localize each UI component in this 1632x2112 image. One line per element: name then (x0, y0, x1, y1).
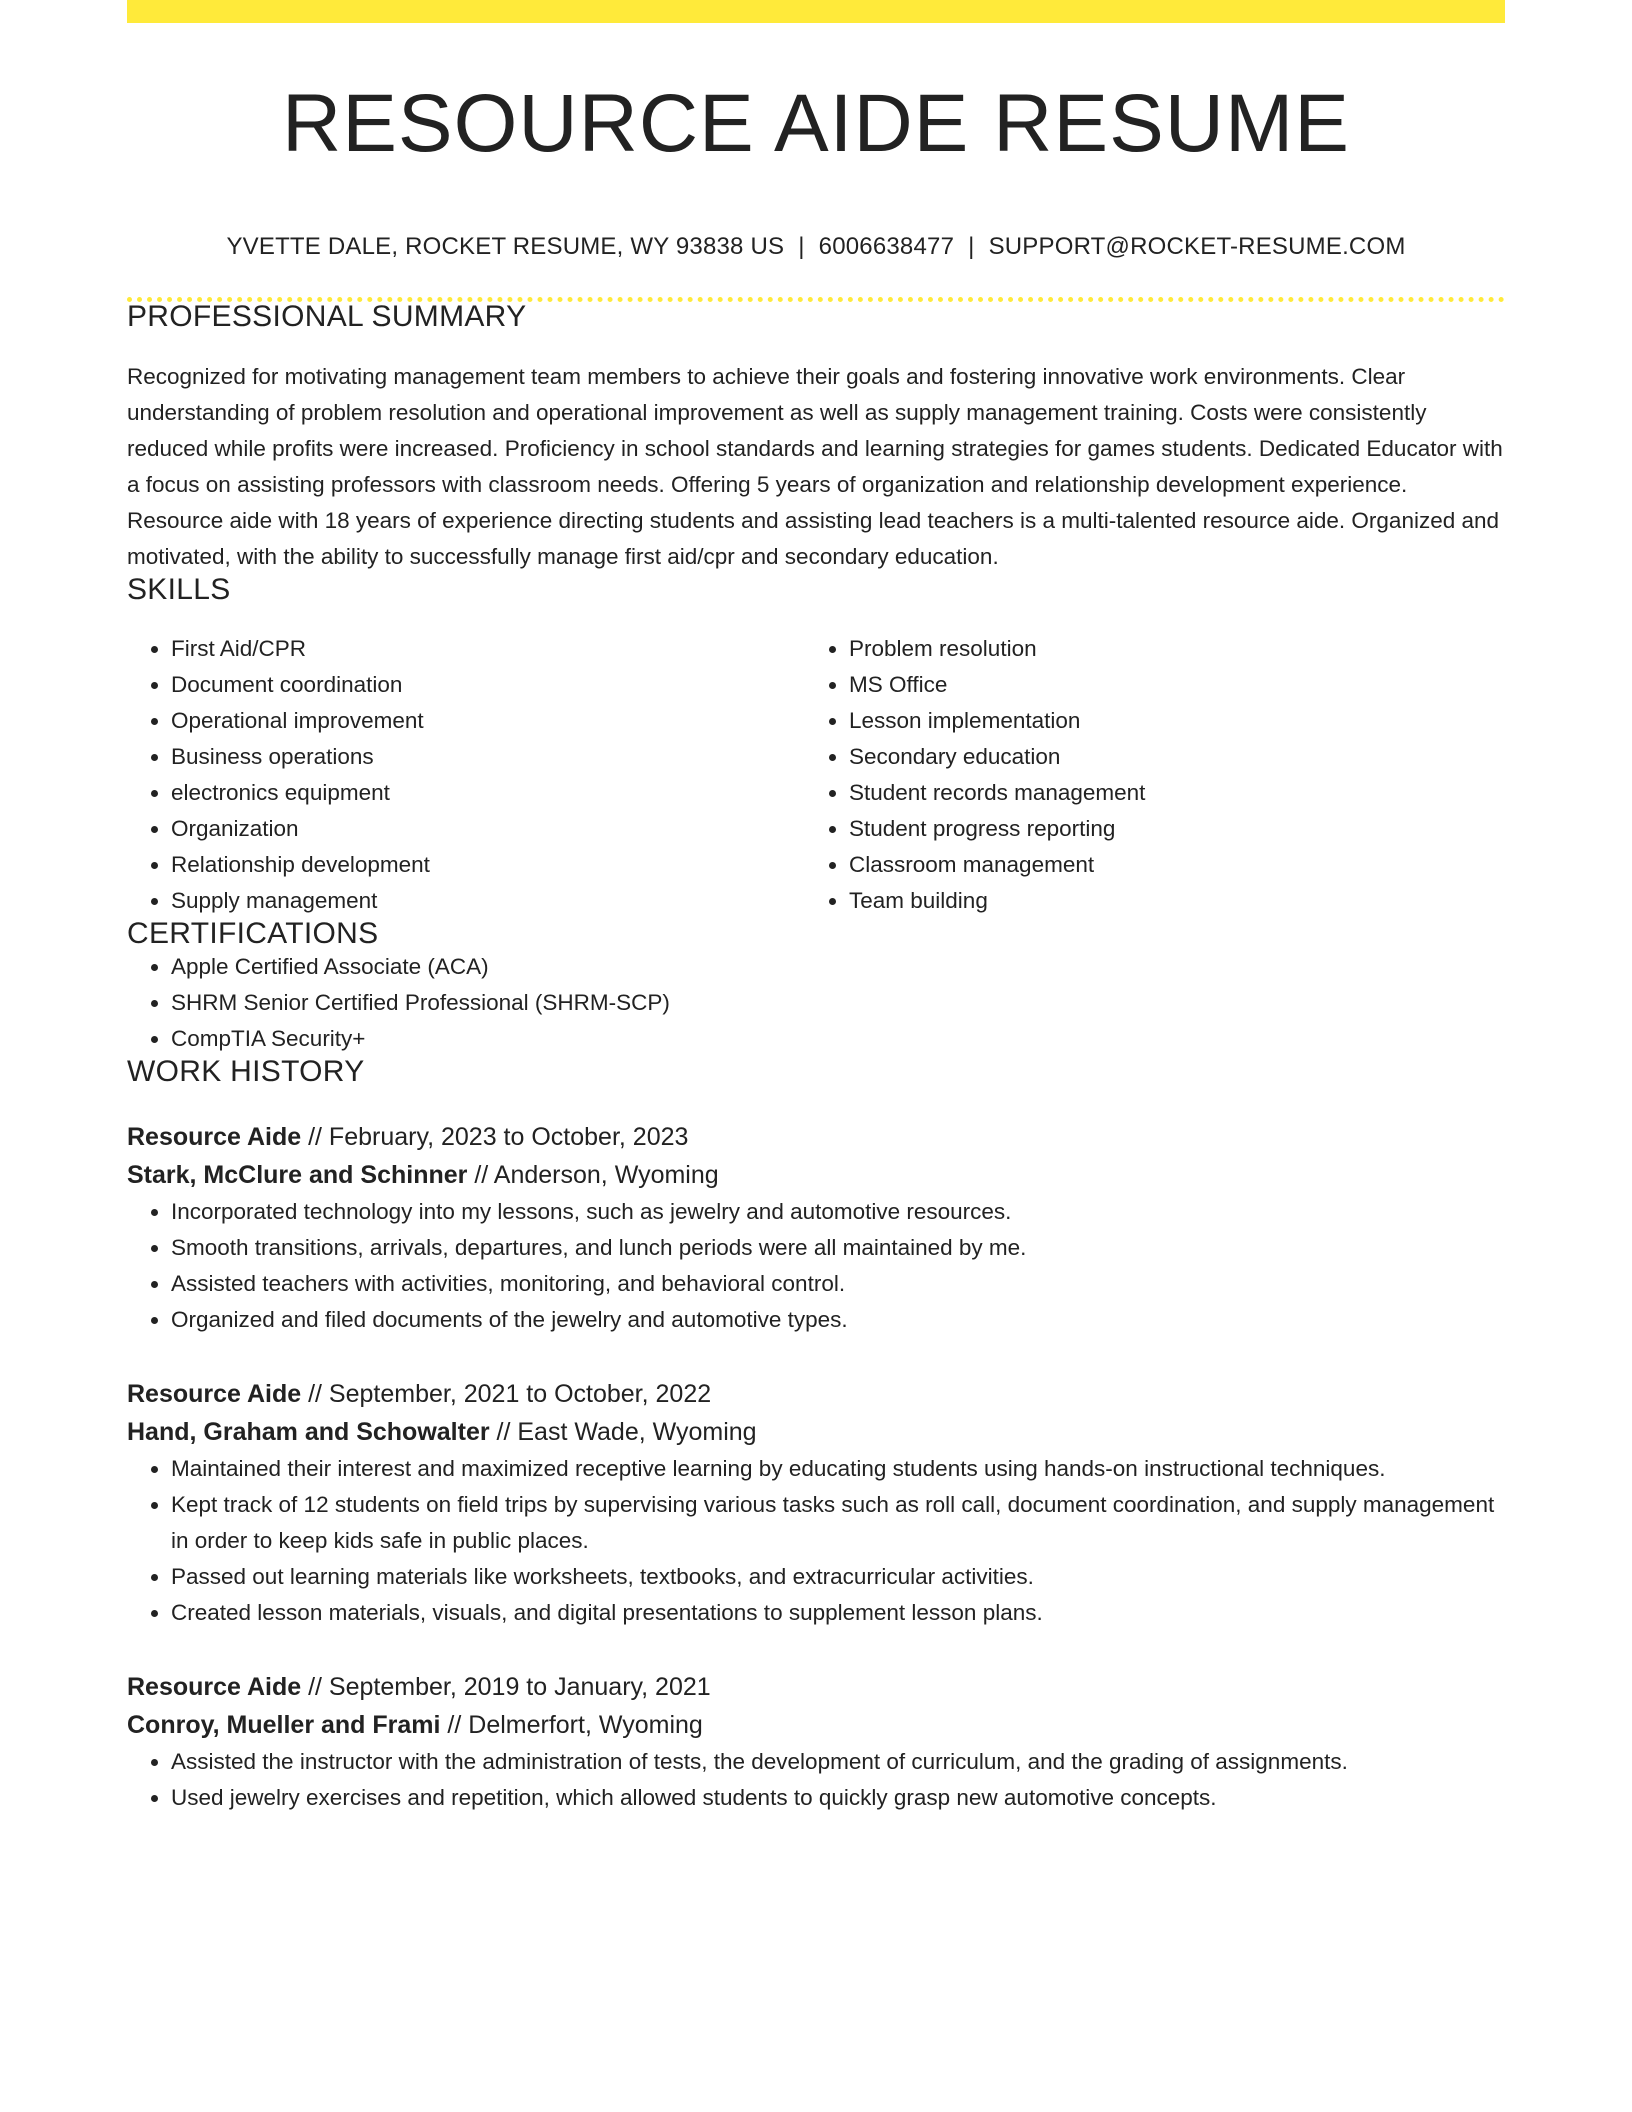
certification-item: • SHRM Senior Certified Professional (SHRM-SCP) (171, 985, 1505, 1021)
job-company-line (127, 1156, 1505, 1194)
certification-item: • CompTIA Security+ (171, 1021, 1505, 1057)
skills-list-right (805, 631, 1483, 919)
job-title: Resource Aide (127, 1673, 302, 1701)
skill-item: • Student progress reporting (849, 811, 1483, 847)
skill-item: • Document coordination (171, 667, 805, 703)
job-bullet: • Incorporated technology into my lessons, such as jewelry and automotive resources. (171, 1194, 1505, 1230)
skills-grid (127, 631, 1505, 919)
job-bullet: • Organized and filed documents of the jewelry and automotive types. (171, 1302, 1505, 1338)
job-bullets (127, 1744, 1505, 1816)
skill-item: • Supply management (171, 883, 805, 919)
job-location: // East Wade, Wyoming (489, 1418, 757, 1446)
job-entry (127, 1375, 1505, 1631)
job-entry (127, 1668, 1505, 1816)
contact-email: SUPPORT@ROCKET-RESUME.COM (988, 233, 1406, 260)
certifications-heading: CERTIFICATIONS (127, 917, 379, 950)
skill-item: • Relationship development (171, 847, 805, 883)
summary-text: Recognized for motivating management team members to achieve their goals and fostering innovative work environments. Clear understanding of problem resolution and operational improvement as well as supply management training. Costs were consistently reduced while profits were increased. Proficiency in school standards and learning strategies for games students. Dedicated Educator with a focus on assisting professors with classroom needs. Offering 5 years of organization and relationship development experience. Resource aide with 18 years of experience directing students and assisting lead teachers is a multi-talented resource aide. Organized and motivated, with the ability to successfully manage first aid/cpr and secondary education. (127, 364, 1503, 569)
job-bullet: • Created lesson materials, visuals, and digital presentations to supplement lesson plans. (171, 1595, 1505, 1631)
contact-line (127, 233, 1505, 261)
skills-column-left (127, 631, 805, 919)
job-entry (127, 1118, 1505, 1338)
skill-item: • Classroom management (849, 847, 1483, 883)
job-bullets (127, 1194, 1505, 1338)
skill-item: • Organization (171, 811, 805, 847)
work-history-heading: WORK HISTORY (127, 1055, 365, 1088)
skill-item: • MS Office (849, 667, 1483, 703)
job-company: Conroy, Mueller and Frami (127, 1711, 441, 1739)
job-dates: // September, 2021 to October, 2022 (301, 1380, 712, 1408)
skill-item: • Secondary education (849, 739, 1483, 775)
skill-item: • Team building (849, 883, 1483, 919)
job-company-line (127, 1413, 1505, 1451)
job-title-line (127, 1375, 1505, 1413)
job-dates: // February, 2023 to October, 2023 (301, 1123, 689, 1151)
certification-item: • Apple Certified Associate (ACA) (171, 949, 1505, 985)
job-bullet: • Kept track of 12 students on field trips by supervising various tasks such as roll call, document coordination, and supply management in order to keep kids safe in public places. (171, 1487, 1505, 1559)
job-bullets (127, 1451, 1505, 1631)
job-company: Hand, Graham and Schowalter (127, 1418, 490, 1446)
job-title-line (127, 1668, 1505, 1706)
job-bullet: • Passed out learning materials like worksheets, textbooks, and extracurricular activities. (171, 1559, 1505, 1595)
job-company-line (127, 1706, 1505, 1744)
certifications-list (127, 949, 1505, 1057)
skill-item: • Student records management (849, 775, 1483, 811)
job-company: Stark, McClure and Schinner (127, 1161, 468, 1189)
resume-page (127, 0, 1505, 1816)
resume-title: RESOURCE AIDE RESUME (282, 78, 1350, 169)
skills-heading: SKILLS (127, 573, 231, 606)
job-location: // Anderson, Wyoming (467, 1161, 719, 1189)
job-bullet: • Assisted teachers with activities, monitoring, and behavioral control. (171, 1266, 1505, 1302)
contact-address: YVETTE DALE, ROCKET RESUME, WY 93838 US (226, 233, 785, 260)
skill-item: • First Aid/CPR (171, 631, 805, 667)
job-bullet: • Smooth transitions, arrivals, departures, and lunch periods were all maintained by me. (171, 1230, 1505, 1266)
job-bullet: • Maintained their interest and maximized receptive learning by educating students using hands-on instructional techniques. (171, 1451, 1505, 1487)
skill-item: • Business operations (171, 739, 805, 775)
summary-heading: PROFESSIONAL SUMMARY (127, 300, 527, 333)
job-bullet: • Used jewelry exercises and repetition, which allowed students to quickly grasp new automotive concepts. (171, 1780, 1505, 1816)
accent-top-bar (127, 0, 1505, 23)
job-bullet: • Assisted the instructor with the administration of tests, the development of curriculum, and the grading of assignments. (171, 1744, 1505, 1780)
skill-item: • electronics equipment (171, 775, 805, 811)
job-dates: // September, 2019 to January, 2021 (301, 1673, 711, 1701)
contact-separator: | (798, 233, 805, 260)
job-title: Resource Aide (127, 1380, 302, 1408)
job-location: // Delmerfort, Wyoming (440, 1711, 703, 1739)
skill-item: • Lesson implementation (849, 703, 1483, 739)
skills-column-right (805, 631, 1483, 919)
skills-list-left (127, 631, 805, 919)
contact-separator: | (968, 233, 975, 260)
job-title-line (127, 1118, 1505, 1156)
skill-item: • Problem resolution (849, 631, 1483, 667)
contact-phone: 6006638477 (818, 233, 955, 260)
skill-item: • Operational improvement (171, 703, 805, 739)
job-title: Resource Aide (127, 1123, 302, 1151)
